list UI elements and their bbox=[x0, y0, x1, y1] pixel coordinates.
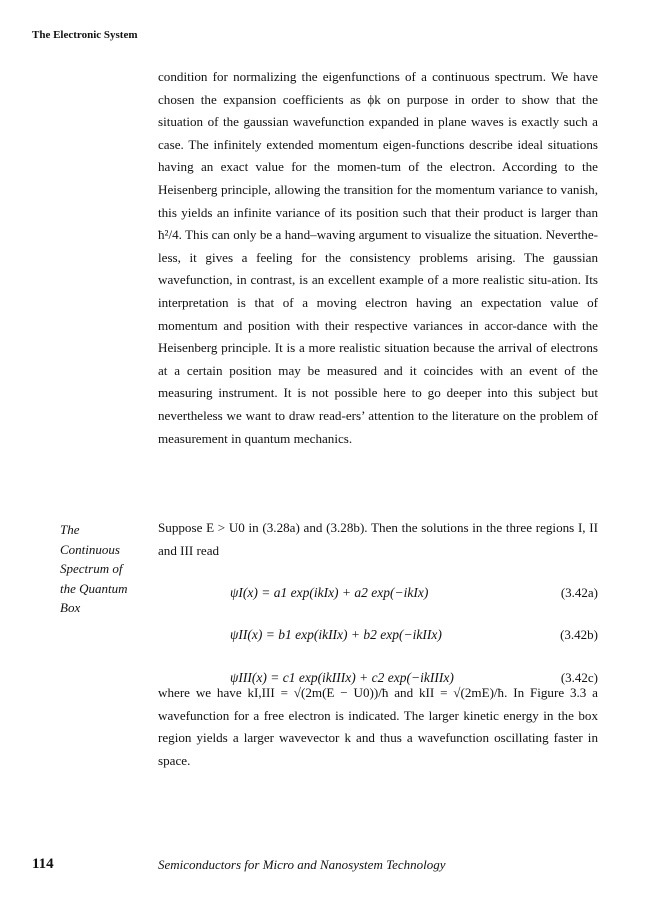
equation-number: (3.42a) bbox=[560, 585, 598, 600]
margin-note-line-3: Spectrum of bbox=[60, 561, 123, 576]
body-paragraph-1: condition for normalizing the eigenfunctions of a continuous spectrum. We have chosen the expansion coefficients as ϕk on purpose in order to show that the situation of the gaussian wavefunction expanded in plane waves is exactly such a case. The infinitely extended momentum eigen-functions describe ideal situations having an exact value for the momen-tum of the electron. According to the Heisenberg principle, allowing the transition for the momentum variance to vanish, this yields an infinite variance of its position such that their product is larger than ħ²/4. This can only be a hand–waving argument to visualize the situation. Neverthe-less, it gives a feeling for the consistency problems arising. The gaussian wavefunction, in contrast, is an excellent example of a more realistic situ-ation. Its interpretation is that of a moving electron having an expectation value of momentum and position with their respective variances in accor-dance with the Heisenberg principle. It is a more realistic situation because the arrival of electrons at a certain position may be measured and it coincides with an event of the measuring instrument. It is not possible here to go deeper into this subject but nevertheless we want to draw read-ers’ attention to the literature on the problem of measurement in quantum mechanics. bbox=[158, 69, 598, 446]
equation-number: (3.42b) bbox=[560, 627, 598, 642]
margin-note bbox=[60, 520, 150, 618]
equation-number: (3.42c) bbox=[560, 670, 598, 685]
equation-expression: ψIII(x) = c1 exp(ikIIIx) + c2 exp(−ikIIIx) bbox=[230, 670, 454, 685]
equation-3-42a bbox=[158, 585, 598, 607]
margin-note-line-4: the Quantum bbox=[60, 580, 128, 596]
body-paragraph-2: Suppose E > U0 in (3.28a) and (3.28b). Then the solutions in the three regions I, II and III read bbox=[158, 520, 598, 558]
margin-note-line-5: Box bbox=[60, 600, 81, 615]
equation-expression: ψII(x) = b1 exp(ikIIx) + b2 exp(−ikIIx) bbox=[230, 627, 442, 642]
equation-expression: ψI(x) = a1 exp(ikIx) + a2 exp(−ikIx) bbox=[230, 585, 429, 600]
body-paragraph-3: where we have kI,III = √(2m(E − U0))/ħ and kII = √(2mE)/ħ. In Figure 3.3 a wavefunction for a free electron is indicated. The larger kinetic energy in the box region yields a larger wavevector k and thus a wavefunction oscillating faster in space. bbox=[158, 685, 598, 768]
page-number: 114 bbox=[32, 856, 54, 872]
equation-3-42b bbox=[158, 627, 598, 649]
margin-note-line-2: Continuous bbox=[60, 541, 120, 557]
running-header: The Electronic System bbox=[32, 29, 138, 41]
book-title: Semiconductors for Micro and Nanosystem Technology bbox=[158, 857, 446, 872]
margin-note-line-1: The bbox=[60, 522, 80, 537]
